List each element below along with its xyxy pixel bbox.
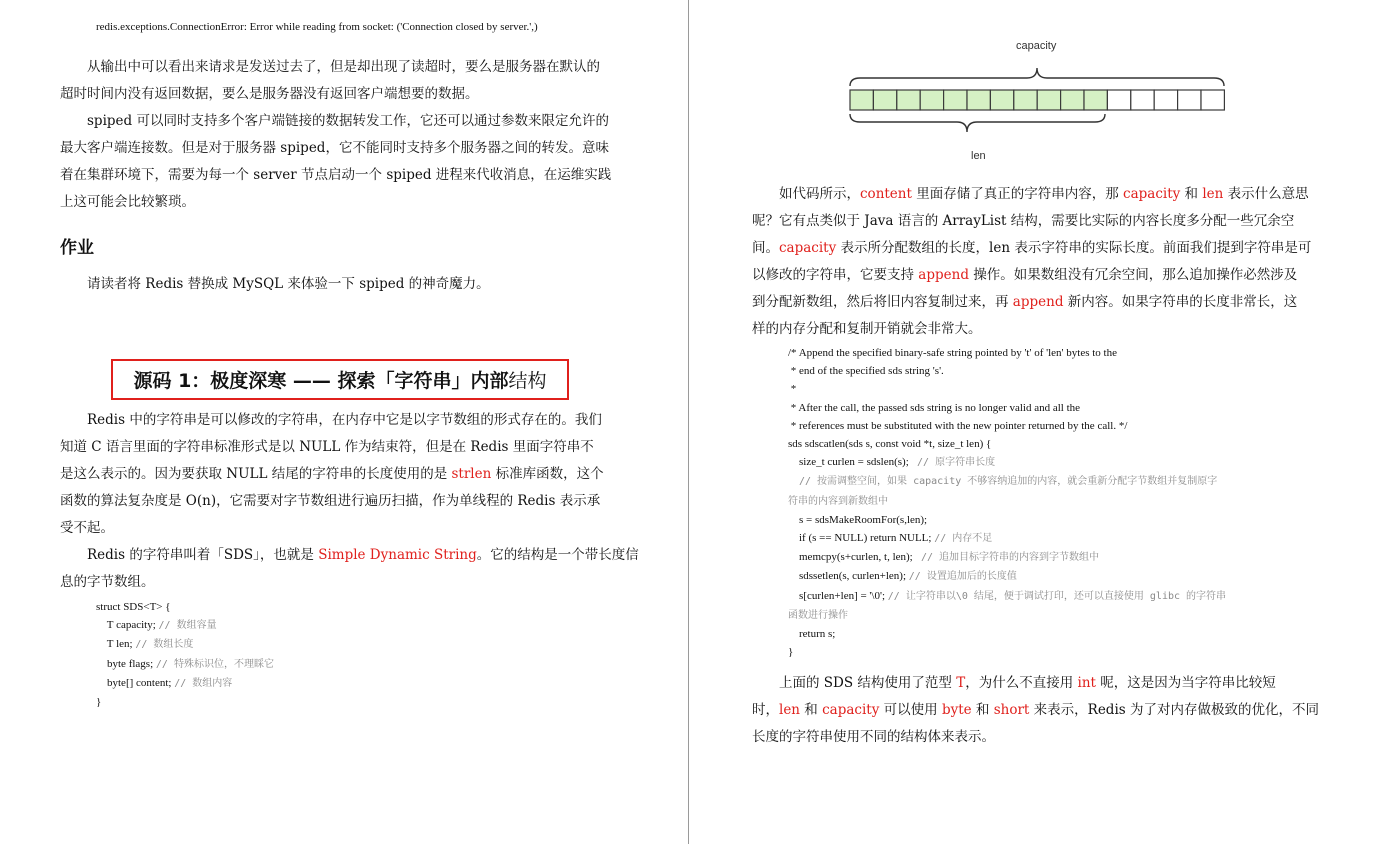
text-line (752, 262, 1311, 289)
code-comment: 函数进行操作 (788, 609, 848, 621)
text-span: 表示什么意思 (1223, 186, 1309, 202)
code-line (788, 453, 1226, 472)
text-line (752, 289, 1311, 316)
text-span: 到分配新数组，然后将旧内容复制过来，再 (752, 294, 1013, 310)
right-page (690, 0, 1378, 844)
buffer-cells (850, 90, 1224, 110)
code-comment: // 数组长度 (135, 639, 194, 651)
text-line: 息的字节数组。 (60, 574, 155, 590)
left-page (0, 0, 688, 844)
text-line (752, 697, 1319, 724)
code-line (96, 598, 274, 616)
code-line (96, 674, 274, 693)
text-line: 从输出中可以看出来请求是发送过去了，但是却出现了读超时，要么是服务器在默认的 (87, 59, 600, 75)
code-text: T len; (96, 638, 136, 651)
code-comment: // 追加目标字符串的内容到字节数组中 (920, 552, 1100, 564)
text-line: 着在集群环境下，需要为每一个 server 节点启动一个 spiped 进程来代收消息，在运维实践 (60, 167, 612, 183)
paragraph-generic-type (752, 670, 1319, 751)
capacity-label: capacity (1016, 40, 1057, 52)
code-line (788, 625, 1226, 643)
text-span: Redis 的字符串叫着「SDS」，也就是 (87, 547, 319, 563)
short-highlight: short (993, 702, 1030, 718)
code-line (788, 380, 1226, 398)
len-highlight: len (779, 702, 801, 718)
code-line (788, 417, 1226, 435)
text-span: 可以使用 (879, 702, 942, 718)
capacity-highlight: capacity (822, 702, 880, 718)
code-line (788, 344, 1226, 362)
t-highlight: T (956, 675, 966, 691)
code-line (788, 529, 1226, 548)
text-line: 最大客户端连接数。但是对于服务器 spiped，它不能同时支持多个服务器之间的转发。意味 (60, 140, 609, 156)
text-span: ，为什么不直接用 (965, 675, 1078, 691)
code-line (788, 511, 1226, 529)
code-text: byte flags; (96, 657, 156, 670)
code-comment: // 原字符串长度 (917, 457, 996, 469)
paragraph-sds-definition (60, 542, 639, 596)
code-comment: 符串的内容到新数组中 (788, 495, 888, 507)
text-span: 操作。如果数组没有冗余空间，那么追加操作必然涉及 (968, 267, 1298, 283)
append-highlight: append (918, 267, 969, 283)
sdscatlen-code-block (788, 344, 1226, 661)
text-span: 呢，这是因为当字符串比较短 (1095, 675, 1276, 691)
text-line: 知道 C 语言里面的字符串标准形式是以 NULL 作为结束符，但是在 Redis 里面字符串不 (60, 439, 594, 455)
chapter-title-tail: 结构 (508, 370, 547, 392)
buffer-cell-used (873, 90, 896, 110)
code-text: T capacity; (96, 619, 159, 632)
code-line (788, 399, 1226, 417)
text-line (752, 670, 1319, 697)
code-line (788, 567, 1226, 586)
sds-highlight: Simple Dynamic String (318, 547, 477, 563)
code-line (96, 616, 274, 635)
len-highlight: len (1202, 186, 1224, 202)
sds-struct-code-block (96, 598, 274, 711)
page-divider (688, 0, 689, 844)
text-line: 受不起。 (60, 520, 114, 536)
code-text: memcpy(s+curlen, t, len); (788, 551, 921, 564)
code-comment: // 按需调整空间，如果 capacity 不够容纳追加的内容，就会重新分配字节数组并复制原字 (799, 476, 1218, 488)
chapter-title (111, 359, 569, 400)
text-span: 以修改的字符串，它要支持 (752, 267, 919, 283)
text-line (60, 542, 639, 569)
buffer-cell-used (1061, 90, 1084, 110)
code-text: sds sdscatlen(sds s, const void *t, size_t len) { (788, 438, 992, 451)
buffer-cell-used (1014, 90, 1037, 110)
code-line (788, 548, 1226, 567)
paragraph-capacity-len (752, 181, 1311, 343)
code-line (788, 362, 1226, 380)
code-line (96, 655, 274, 674)
text-span: 新内容。如果字符串的长度非常长，这 (1063, 294, 1298, 310)
text-span: 上面的 SDS 结构使用了范型 (779, 675, 957, 691)
text-span: 来表示，Redis 为了对内存做极致的优化，不同 (1029, 702, 1319, 718)
len-label: len (971, 150, 986, 162)
byte-highlight: byte (941, 702, 972, 718)
code-comment: // 特殊标识位，不理睬它 (155, 658, 274, 670)
code-text: } (96, 696, 102, 709)
code-line (788, 492, 1226, 511)
code-text: return s; (788, 628, 836, 641)
text-span: 标准库函数，这个 (491, 466, 604, 482)
int-highlight: int (1077, 675, 1096, 691)
code-text: * (788, 383, 797, 396)
buffer-cell-used (920, 90, 943, 110)
code-text: * references must be substituted with the new pointer returned by the call. */ (788, 419, 1128, 432)
text-line (60, 461, 604, 488)
text-line: 超时时间内没有返回数据，要么是服务器没有返回客户端想要的数据。 (60, 86, 479, 102)
text-span: 和 (800, 702, 823, 718)
code-text: /* Append the specified binary-safe string pointed by 't' of 'len' bytes to the (788, 347, 1117, 359)
buffer-cell-used (897, 90, 920, 110)
code-text: struct SDS<T> { (96, 601, 171, 613)
buffer-cell-used (1084, 90, 1107, 110)
code-text: byte[] content; (96, 676, 175, 689)
capacity-highlight: capacity (1123, 186, 1181, 202)
code-text: sdssetlen(s, curlen+len); (788, 570, 909, 583)
sds-buffer-diagram (840, 60, 1230, 140)
text-line: 样的内存分配和复制开销就会非常大。 (752, 321, 982, 337)
text-span: 里面存储了真正的字符串内容，那 (911, 186, 1124, 202)
capacity-highlight: capacity (779, 240, 837, 256)
paragraph-redis-string-intro (60, 407, 604, 542)
chapter-title-main: 源码 1：极度深寒 —— 探索「字符串」内部 (133, 370, 509, 392)
homework-text: 请读者将 Redis 替换成 MySQL 来体验一下 spiped 的神奇魔力。 (87, 276, 490, 292)
buffer-cell-used (850, 90, 873, 110)
text-line: spiped 可以同时支持多个客户端链接的数据转发工作，它还可以通过参数来限定允许的 (87, 113, 609, 129)
code-comment: // 设置追加后的长度值 (908, 571, 1017, 583)
buffer-cell-free (1131, 90, 1154, 110)
buffer-cell-free (1154, 90, 1177, 110)
paragraph-read-timeout (60, 54, 600, 108)
code-line (788, 643, 1226, 661)
buffer-cell-free (1201, 90, 1224, 110)
buffer-cell-free (1178, 90, 1201, 110)
capacity-brace (850, 68, 1224, 86)
text-span: 时， (752, 702, 779, 718)
text-line: 上这可能会比较繁琐。 (60, 194, 195, 210)
content-highlight: content (860, 186, 912, 202)
append-highlight: append (1012, 294, 1064, 310)
code-line (788, 435, 1226, 453)
code-line (788, 587, 1226, 606)
code-text: } (788, 646, 794, 659)
text-span: 和 (971, 702, 994, 718)
text-span: 表示所分配数组的长度，len 表示字符串的实际长度。前面我们提到字符串是可 (836, 240, 1312, 256)
buffer-cell-used (944, 90, 967, 110)
text-line (752, 181, 1311, 208)
code-line (96, 635, 274, 654)
text-line: 呢？它有点类似于 Java 语言的 ArrayList 结构，需要比实际的内容长度多分配一些冗余空 (752, 213, 1295, 229)
code-comment: // 让字符串以\0 结尾，便于调试打印，还可以直接使用 glibc 的字符串 (887, 590, 1227, 602)
code-line (788, 472, 1226, 491)
code-text: if (s == NULL) return NULL; (788, 532, 935, 545)
text-line (752, 235, 1311, 262)
text-span: 间。 (752, 240, 779, 256)
text-line: 函数的算法复杂度是 O(n)，它需要对字节数组进行遍历扫描，作为单线程的 Redis 表示承 (60, 493, 601, 509)
paragraph-spiped-multi-client (60, 108, 611, 216)
code-line (96, 693, 274, 711)
buffer-cell-used (990, 90, 1013, 110)
code-text: * end of the specified sds string 's'. (788, 365, 944, 378)
buffer-cell-free (1107, 90, 1130, 110)
code-comment: // 内存不足 (934, 533, 993, 545)
error-output-line: redis.exceptions.ConnectionError: Error while reading from socket: ('Connection closed by server.',) (96, 21, 538, 33)
homework-heading: 作业 (60, 238, 94, 258)
buffer-cell-used (967, 90, 990, 110)
code-line (788, 606, 1226, 625)
code-text: size_t curlen = sdslen(s); (788, 456, 918, 469)
code-text: s = sdsMakeRoomFor(s,len); (788, 513, 928, 526)
text-span: 是这么表示的。因为要获取 NULL 结尾的字符串的长度使用的是 (60, 466, 452, 482)
text-span: 和 (1180, 186, 1203, 202)
code-text (788, 475, 799, 487)
buffer-cell-used (1037, 90, 1060, 110)
len-brace (850, 114, 1105, 132)
code-text: s[curlen+len] = '\0'; (788, 589, 888, 602)
strlen-highlight: strlen (451, 466, 492, 482)
code-comment: // 数组容量 (158, 620, 217, 632)
text-span: 如代码所示， (779, 186, 860, 202)
text-span: 。它的结构是一个带长度信 (476, 547, 639, 563)
code-comment: // 数组内容 (174, 677, 233, 689)
text-line: Redis 中的字符串是可以修改的字符串，在内存中它是以字节数组的形式存在的。我们 (87, 412, 602, 428)
text-line: 长度的字符串使用不同的结构体来表示。 (752, 729, 995, 745)
code-text: * After the call, the passed sds string is no longer valid and all the (788, 401, 1081, 414)
